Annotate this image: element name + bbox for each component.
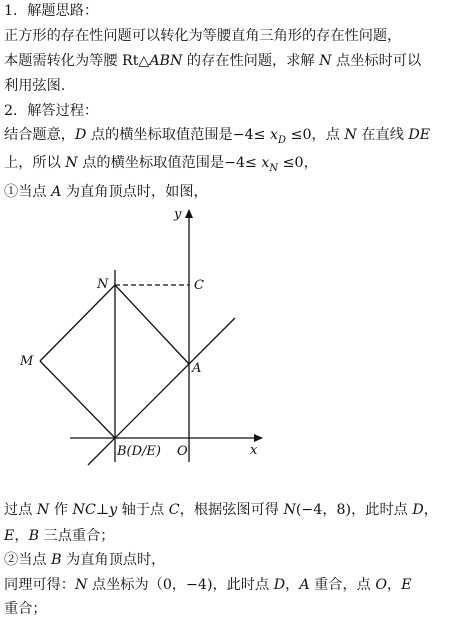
text-line-13: 重合； bbox=[4, 601, 47, 617]
text-line-8: ①当点 A 为直角顶点时，如图， bbox=[4, 184, 208, 200]
text-line-9: 过点 N 作 NC⊥y 轴于点 C，根据弦图可得 N(−4，8)，此时点 D， bbox=[4, 502, 438, 518]
square-edge-mb bbox=[40, 361, 115, 438]
label-x: x bbox=[250, 443, 258, 458]
text-line-10: E，B 三点重合； bbox=[4, 528, 115, 544]
text-line-7: 上，所以 N 点的横坐标取值范围是$-4\le x_N \le 0$， bbox=[4, 155, 318, 174]
label-a: A bbox=[192, 361, 202, 376]
text-line-6: 结合题意，D 点的横坐标取值范围是$-4\le x_D \le 0$，点 N 在直线 DE bbox=[4, 127, 431, 146]
text-line-4: 利用弦图. bbox=[4, 78, 66, 94]
text-line-3: 本题需转化为等腰 Rt△ABN 的存在性问题，求解 N 点坐标时可以 bbox=[4, 53, 422, 69]
label-b: B(D/E) bbox=[117, 444, 161, 459]
square-edge-mn bbox=[40, 285, 115, 361]
text-line-12: 同理可得：N 点坐标为（0，−4)，此时点 D，A 重合，点 O，E bbox=[4, 577, 412, 593]
label-y: y bbox=[174, 207, 182, 222]
label-m: M bbox=[20, 354, 34, 369]
label-c: C bbox=[194, 278, 204, 293]
text-line-1: 1．解题思路： bbox=[4, 3, 99, 19]
label-n: N bbox=[97, 277, 109, 292]
line-ab bbox=[88, 318, 235, 465]
text-line-11: ②当点 B 为直角顶点时， bbox=[4, 552, 166, 568]
geometry-figure bbox=[0, 200, 459, 490]
square-edge-na bbox=[115, 285, 189, 364]
label-o: O bbox=[177, 444, 188, 459]
text-line-2: 正方形的存在性问题可以转化为等腰直角三角形的存在性问题， bbox=[4, 28, 402, 44]
text-line-5: 2．解答过程： bbox=[4, 103, 99, 119]
